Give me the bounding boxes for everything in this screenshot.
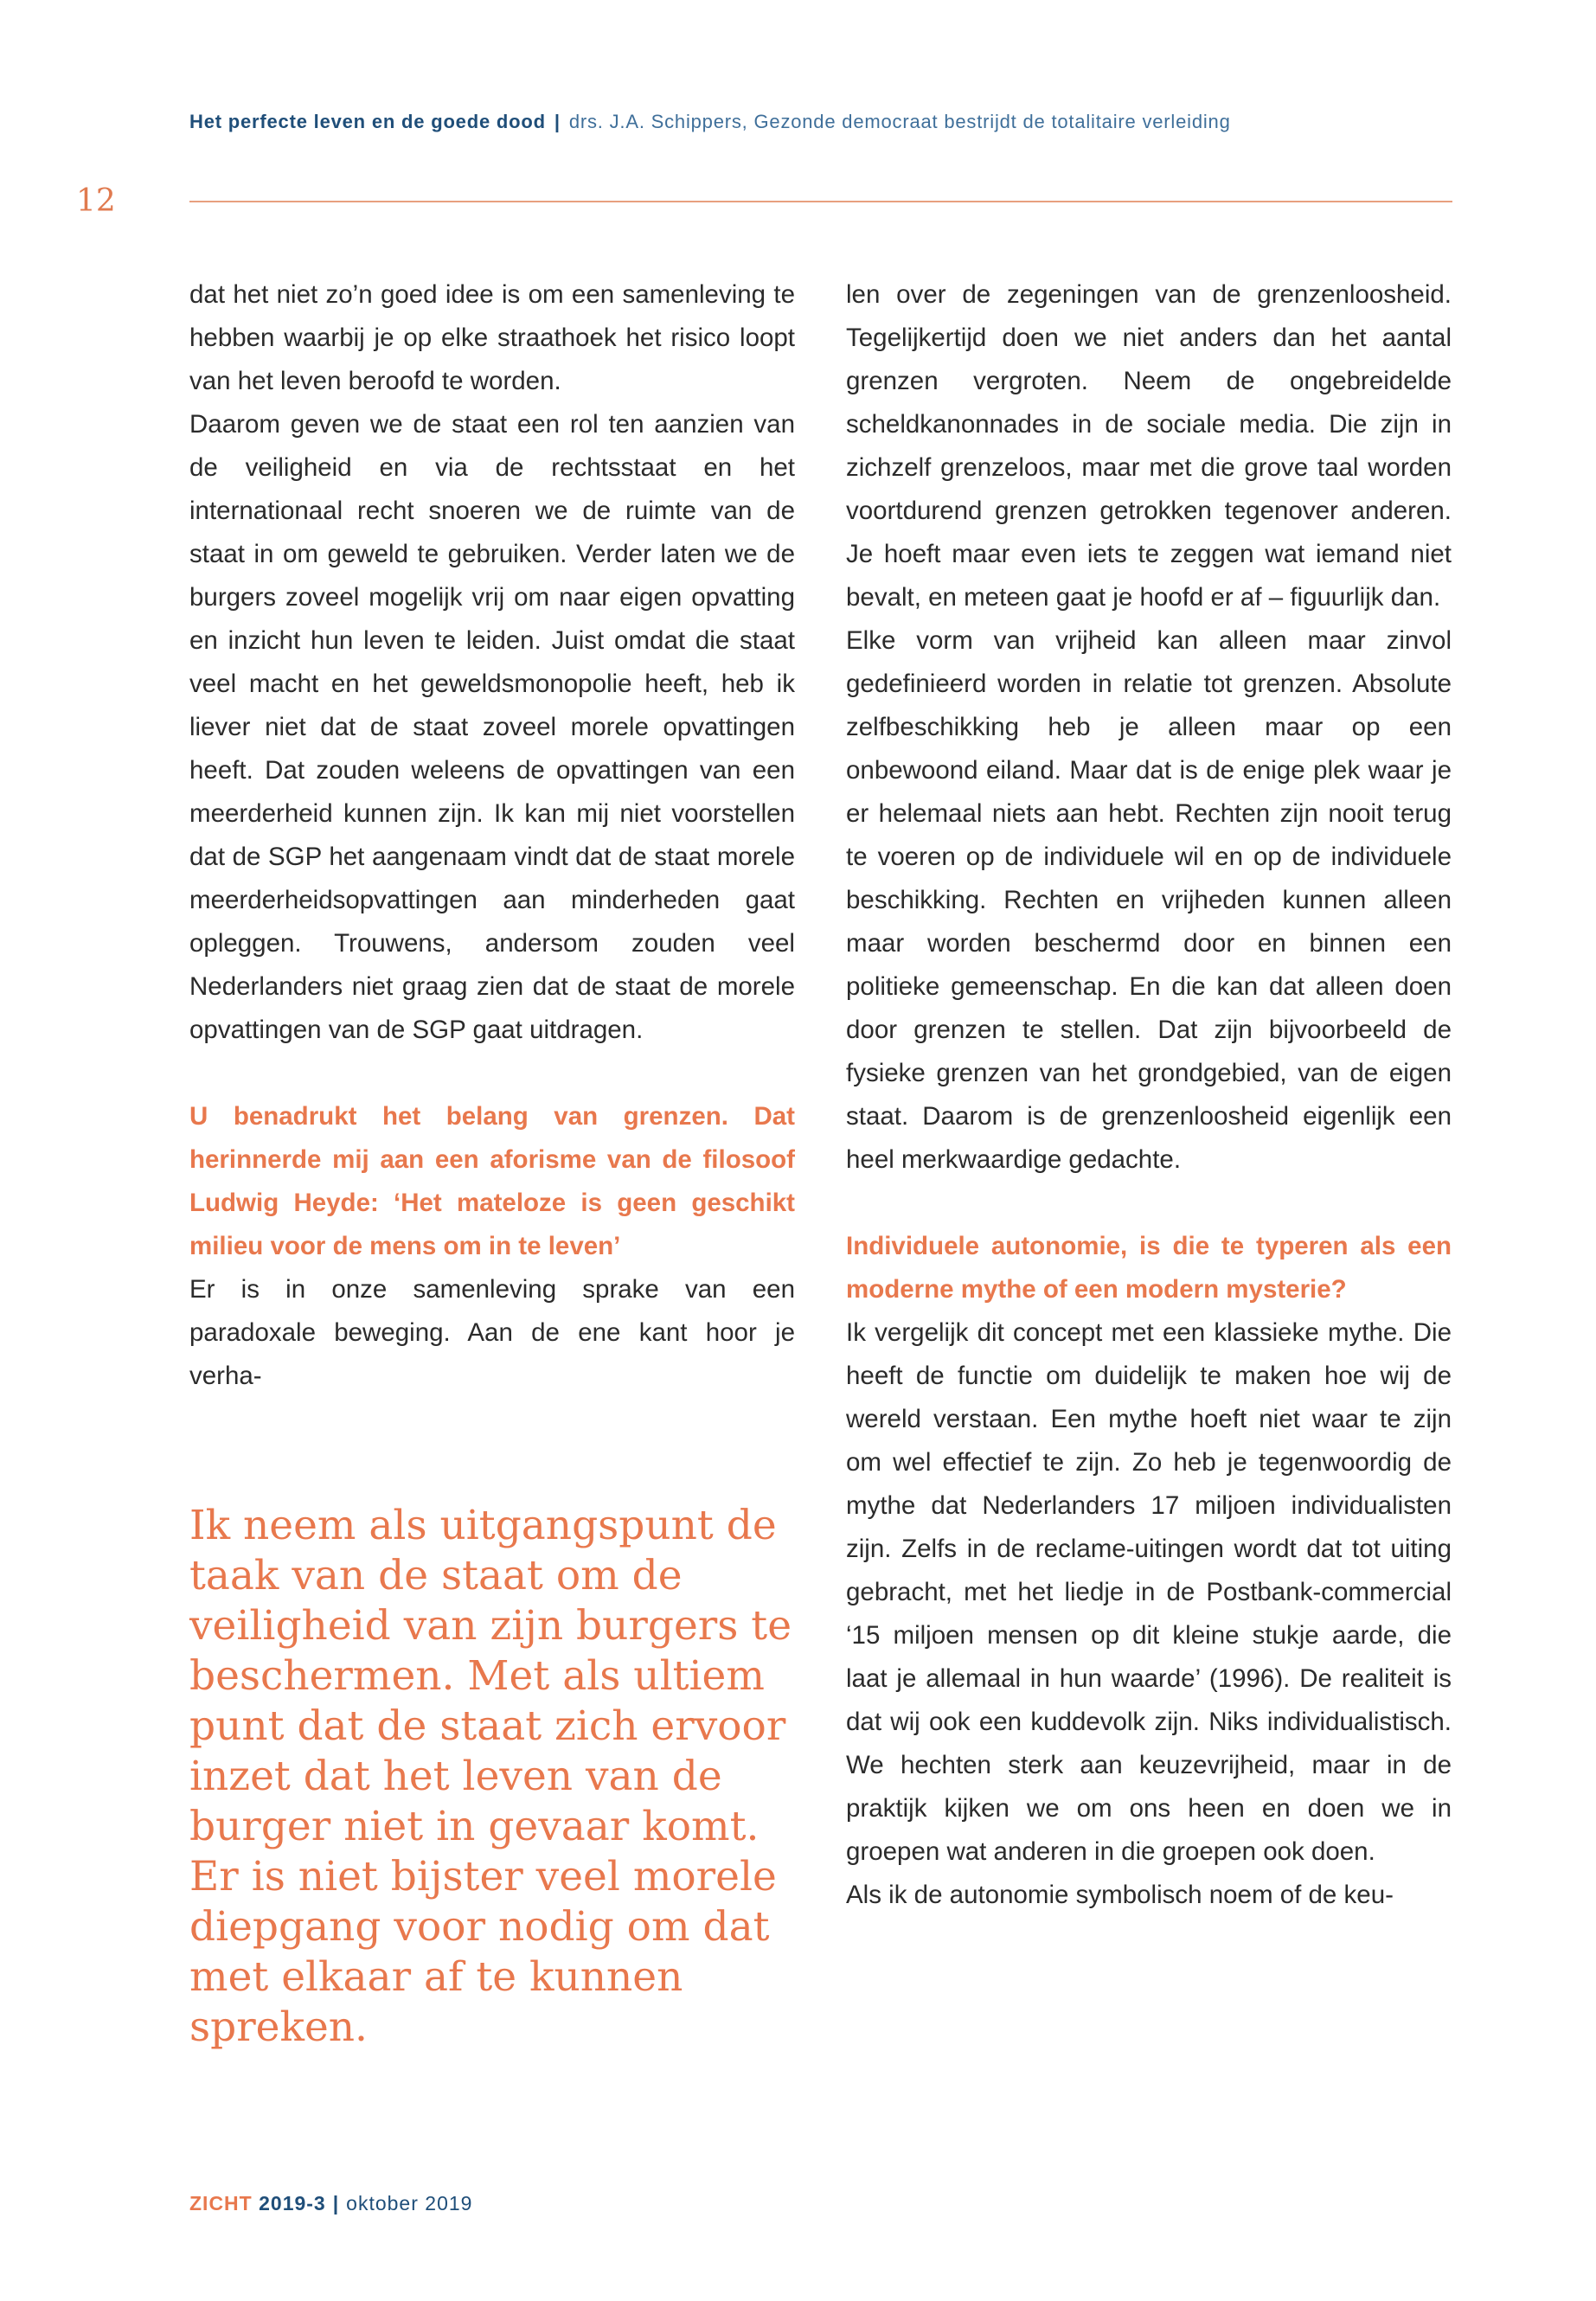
page-footer <box>189 2192 472 2215</box>
right-paragraph-2: Elke vorm van vrijheid kan alleen maar zinvol gedefinieerd worden in relatie tot grenzen. Absolute zelfbeschikking heb je alleen maar op een onbewoond eiland. Maar dat is de enige plek waar je er helemaal niets aan hebt. Rechten zijn nooit terug te voeren op de individuele wil en op de individuele beschikking. Rechten en vrijheden kunnen alleen maar worden beschermd door en binnen een politieke gemeenschap. En die kan dat alleen doen door grenzen te stellen. Dat zijn bijvoorbeeld de fysieke grenzen van het grondgebied, van de eigen staat. Daarom is de grenzenloosheid eigenlijk een heel merkwaardige gedachte. <box>846 626 1452 1174</box>
footer-issue: 2019-3 <box>259 2192 326 2214</box>
interview-question-1: U benadrukt het belang van grenzen. Dat herinnerde mij aan een aforisme van de filosoof Ludwig Heyde: ‘Het mateloze is geen geschikt milieu voor de mens om in te leven’ <box>189 1102 795 1260</box>
spacer <box>189 1052 795 1095</box>
footer-date: oktober 2019 <box>346 2192 473 2214</box>
pull-quote: Ik neem als uitgangspunt de taak van de staat om de veiligheid van zijn burgers te beschermen. Met als ultiem punt dat de staat zich ervoor inzet dat het leven van de burger niet in gevaar komt. Er is niet bijster veel morele diepgang voor nodig om dat met elkaar af te kunnen spreken. <box>189 1502 792 2051</box>
right-paragraph-1: len over de zegeningen van de grenzenloosheid. Tegelijkertijd doen we niet anders dan het aantal grenzen vergroten. Neem de ongebreidelde scheldkanonnades in de sociale media. Die zijn in zichzelf grenzeloos, maar met die grove taal worden voortdurend grenzen getrokken tegenover anderen. Je hoeft maar even iets te zeggen wat iemand niet bevalt, en meteen gaat je hoofd er af – figuurlijk dan. <box>846 280 1452 612</box>
running-header <box>189 111 1452 133</box>
header-author-line: drs. J.A. Schippers, Gezonde democraat bestrijdt de totalitaire verleiding <box>568 111 1231 132</box>
left-paragraph-2: Daarom geven we de staat een rol ten aanzien van de veiligheid en via de rechtsstaat en het internationaal recht snoeren we de ruimte van de staat in om geweld te gebruiken. Verder laten we de burgers zoveel mogelijk vrij om naar eigen opvatting en inzicht hun leven te leiden. Juist omdat die staat veel macht en het geweldsmonopolie heeft, heb ik liever niet dat de staat zoveel morele opvattingen heeft. Dat zouden weleens de opvattingen van een meerderheid kunnen zijn. Ik kan mij niet voorstellen dat de SGP het aangenaam vindt dat de staat morele meerderheidsopvattingen aan minderheden gaat opleggen. Trouwens, andersom zouden veel Nederlanders niet graag zien dat de staat de morele opvattingen van de SGP gaat uitdragen. <box>189 410 795 1044</box>
page-number: 12 <box>76 183 116 219</box>
footer-separator: | <box>332 2192 340 2214</box>
spacer <box>846 1182 1452 1225</box>
right-paragraph-3: Ik vergelijk dit concept met een klassieke mythe. Die heeft de functie om duidelijk te maken hoe wij de wereld verstaan. Een mythe hoeft niet waar te zijn om wel effectief te zijn. Zo heb je tegenwoordig de mythe dat Nederlanders 17 miljoen individualisten zijn. Zelfs in de reclame-uitingen wordt dat tot uiting gebracht, met het liedje in de Postbank-commercial ‘15 miljoen mensen op dit kleine stukje aarde, die laat je allemaal in hun waarde’ (1996). De realiteit is dat wij ook een kuddevolk zijn. Niks individualistisch. We hechten sterk aan keuzevrijheid, maar in de praktijk kijken we om ons heen en doen we in groepen wat anderen in die groepen ook doen. <box>846 1318 1452 1866</box>
left-paragraph-1: dat het niet zo’n goed idee is om een samenleving te hebben waarbij je op elke straathoek het risico loopt van het leven beroofd te worden. <box>189 280 795 395</box>
footer-magazine-name: ZICHT <box>189 2192 253 2214</box>
right-paragraph-4: Als ik de autonomie symbolisch noem of de keu- <box>846 1881 1394 1909</box>
header-title: Het perfecte leven en de goede dood <box>189 111 546 132</box>
left-paragraph-3: Er is in onze samenleving sprake van een paradoxale beweging. Aan de ene kant hoor je verha- <box>189 1275 795 1390</box>
interview-question-2: Individuele autonomie, is die te typeren als een moderne mythe of een modern mysterie? <box>846 1232 1452 1304</box>
header-separator: | <box>554 111 561 132</box>
right-column <box>846 273 1452 1917</box>
left-column <box>189 273 795 1398</box>
header-divider <box>189 201 1452 202</box>
